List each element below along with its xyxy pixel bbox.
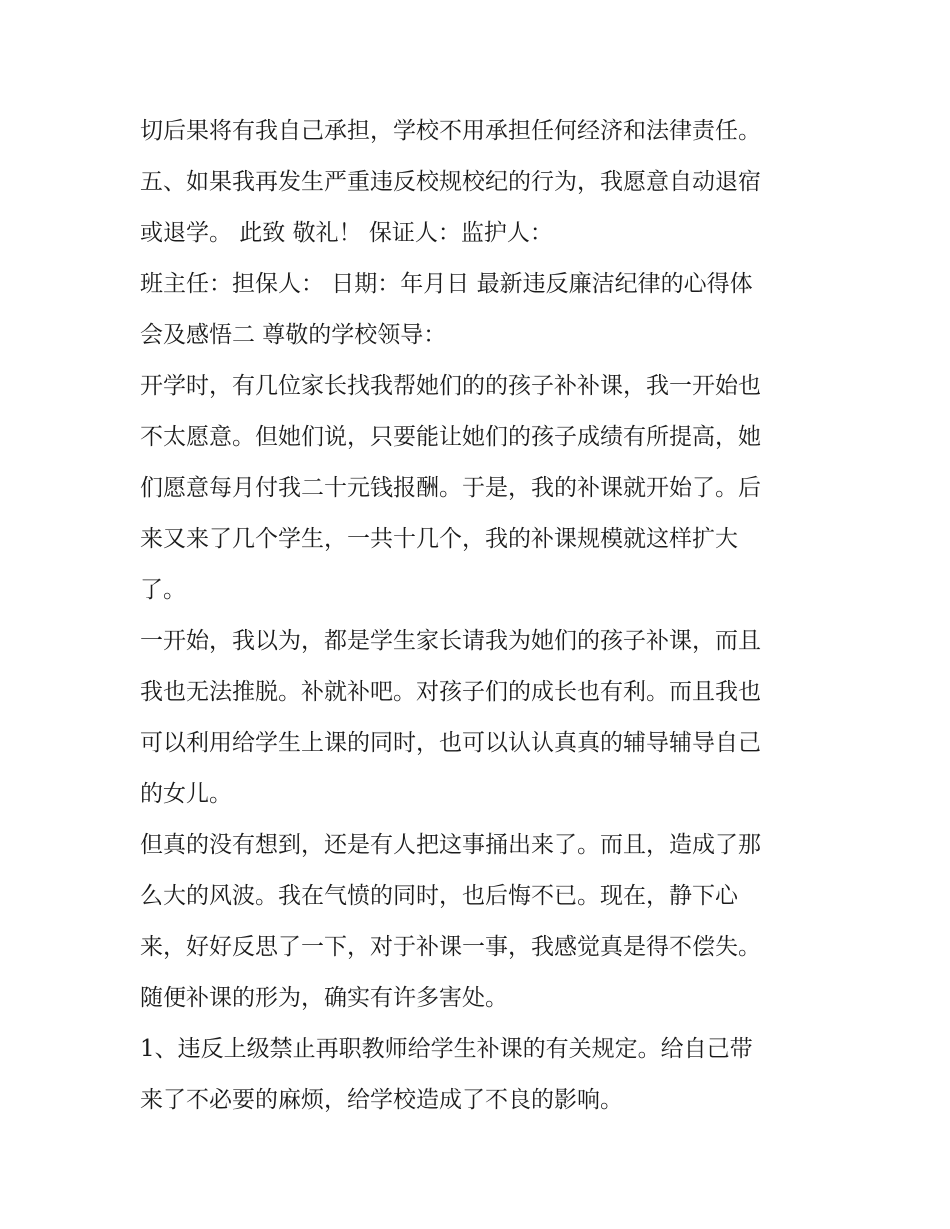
text-line-1: 切后果将有我自己承担，学校不用承担任何经济和法律责任。 <box>140 118 761 144</box>
text-line-18: 随便补课的形为，确实有许多害处。 <box>140 985 508 1011</box>
text-line-6: 开学时，有几位家长找我帮她们的的孩子补补课，我一开始也 <box>140 373 761 399</box>
text-line-10: 了。 <box>140 577 186 603</box>
text-line-2: 五、如果我再发生严重违反校规校纪的行为，我愿意自动退宿 <box>140 169 761 195</box>
text-line-13: 可以利用给学生上课的同时，也可以认认真真的辅导辅导自己 <box>140 730 761 756</box>
text-line-3: 或退学。 此致 敬礼！ 保证人：监护人： <box>140 220 553 246</box>
text-line-14: 的女儿。 <box>140 781 232 807</box>
text-line-20: 来了不必要的麻烦，给学校造成了不良的影响。 <box>140 1087 623 1113</box>
text-line-15: 但真的没有想到，还是有人把这事捅出来了。而且，造成了那 <box>140 832 761 858</box>
text-line-8: 们愿意每月付我二十元钱报酬。于是，我的补课就开始了。后 <box>140 475 761 501</box>
text-line-7: 不太愿意。但她们说，只要能让她们的孩子成绩有所提高，她 <box>140 424 761 450</box>
text-line-19: 1、违反上级禁止再职教师给学生补课的有关规定。给自己带 <box>140 1036 753 1062</box>
text-line-16: 么大的风波。我在气愤的同时，也后悔不已。现在，静下心 <box>140 883 738 909</box>
text-line-9: 来又来了几个学生，一共十几个，我的补课规模就这样扩大 <box>140 526 738 552</box>
text-line-4: 班主任：担保人： 日期：年月日 最新违反廉洁纪律的心得体 <box>140 271 753 297</box>
text-line-5: 会及感悟二 尊敬的学校领导： <box>140 322 447 348</box>
text-line-17: 来，好好反思了一下，对于补课一事，我感觉真是得不偿失。 <box>140 934 761 960</box>
body-text <box>140 106 830 1126</box>
text-line-12: 我也无法推脱。补就补吧。对孩子们的成长也有利。而且我也 <box>140 679 761 705</box>
text-line-11: 一开始，我以为，都是学生家长请我为她们的孩子补课，而且 <box>140 628 761 654</box>
